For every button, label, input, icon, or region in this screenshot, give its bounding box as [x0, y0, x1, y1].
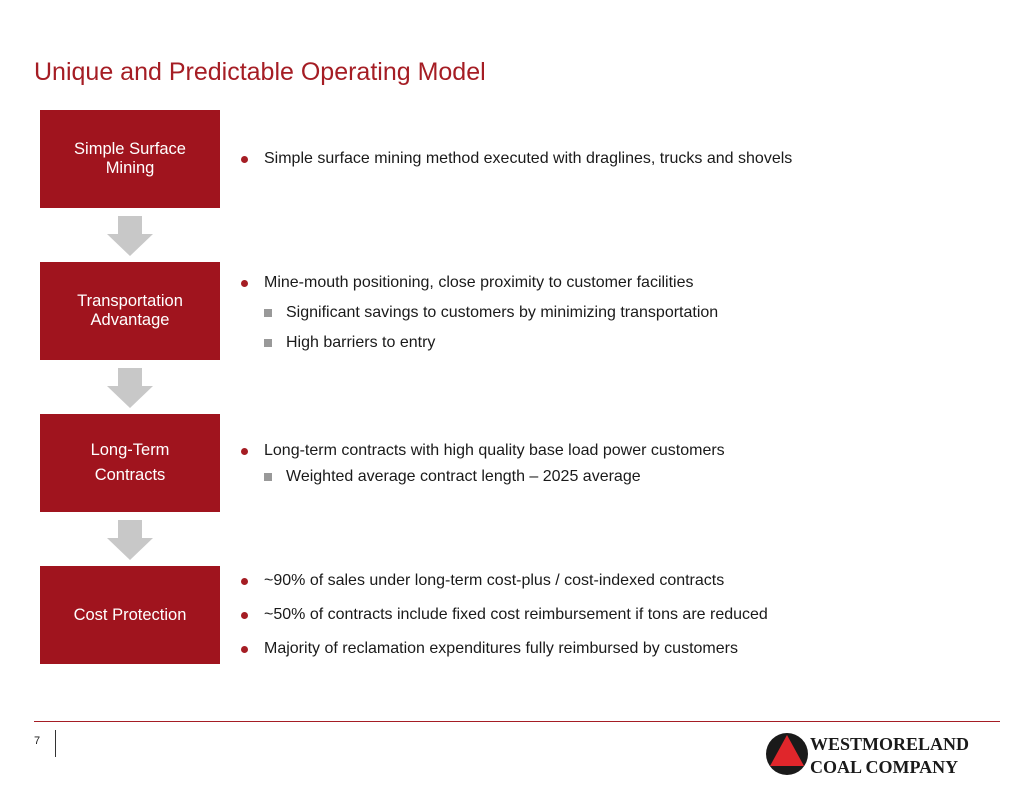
square-bullet-icon: [264, 309, 272, 317]
page-title: Unique and Predictable Operating Model: [34, 58, 486, 86]
step-box-label: Contracts: [94, 466, 166, 484]
square-bullet-icon: [264, 339, 272, 347]
page-number-separator: [55, 730, 56, 757]
step-box-cost-protection: [40, 566, 220, 664]
bullet-item: [240, 442, 725, 460]
bullet-dot-icon: [241, 612, 248, 619]
bullet-dot-icon: [241, 646, 248, 653]
page-number: 7: [34, 735, 41, 747]
step-box-long-term-contracts: [40, 414, 220, 512]
bullet-item: [240, 572, 724, 590]
bullet-text: Majority of reclamation expenditures fully reimbursed by customers: [264, 640, 738, 657]
step-box-label: Simple Surface: [74, 140, 186, 158]
bullet-text: Mine-mouth positioning, close proximity to customer facilities: [264, 274, 694, 291]
bullet-text: Simple surface mining method executed with draglines, trucks and shovels: [264, 150, 793, 167]
step-box-label: Transportation: [77, 292, 183, 310]
bullet-dot-icon: [241, 156, 248, 163]
bullet-dot-icon: [241, 578, 248, 585]
step-box-label: Advantage: [90, 311, 170, 329]
bullet-dot-icon: [241, 280, 248, 287]
sub-bullet-item: [264, 304, 718, 322]
westmoreland-logo: [766, 730, 998, 780]
bullet-text: ~90% of sales under long-term cost-plus / cost-indexed contracts: [264, 572, 725, 589]
sub-bullet-text: High barriers to entry: [286, 334, 436, 351]
sub-bullet-text: Significant savings to customers by minimizing transportation: [286, 304, 719, 321]
step-box-label: Long-Term: [90, 441, 170, 459]
sub-bullet-text: Weighted average contract length – 2025 average: [286, 468, 641, 485]
bullet-item: [240, 150, 792, 168]
down-arrow-icon: [107, 368, 153, 408]
bullet-item: [240, 606, 768, 624]
sub-bullet-item: [264, 468, 641, 486]
footer-divider: [34, 721, 1000, 722]
logo-line1: WESTMORELAND: [810, 734, 970, 754]
bullet-text: Long-term contracts with high quality base load power customers: [264, 442, 725, 459]
logo-line2: COAL COMPANY: [810, 757, 959, 777]
step-box-label: Mining: [105, 159, 155, 177]
step-box-simple-surface-mining: [40, 110, 220, 208]
square-bullet-icon: [264, 473, 272, 481]
down-arrow-icon: [107, 216, 153, 256]
bullet-text: ~50% of contracts include fixed cost reimbursement if tons are reduced: [264, 606, 768, 623]
down-arrow-icon: [107, 520, 153, 560]
sub-bullet-item: [264, 334, 435, 352]
step-box-label: Cost Protection: [73, 605, 187, 624]
bullet-item: [240, 274, 694, 292]
step-box-transportation-advantage: [40, 262, 220, 360]
bullet-dot-icon: [241, 448, 248, 455]
bullet-item: [240, 640, 738, 658]
